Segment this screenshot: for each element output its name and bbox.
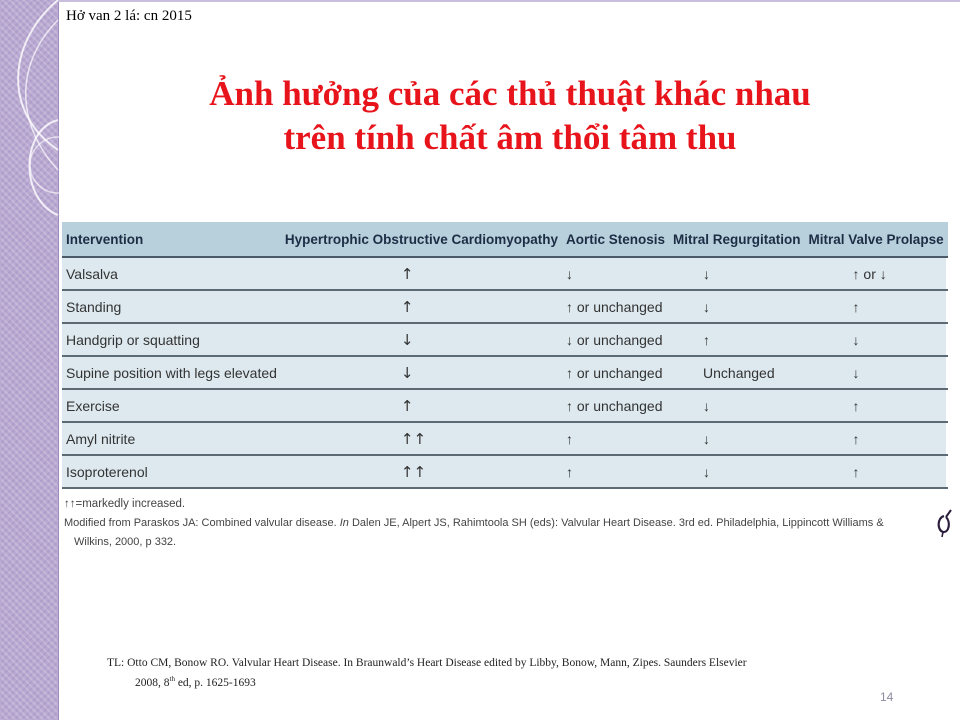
maneuver-table: [62, 222, 948, 489]
cell-intervention: Standing: [62, 290, 281, 323]
table-row: [62, 455, 948, 488]
reference-citation: [107, 655, 907, 691]
title-line-2: trên tính chất âm thổi tâm thu: [283, 118, 737, 157]
table-footnotes: [62, 495, 946, 552]
cell-aortic-stenosis: ↓: [562, 257, 669, 290]
source-text-a: Modified from Paraskos JA: Combined valvular disease.: [64, 517, 340, 529]
source-note-cont: Wilkins, 2000, p 332.: [74, 536, 177, 548]
cell-intervention: Exercise: [62, 389, 281, 422]
cell-intervention: Amyl nitrite: [62, 422, 281, 455]
table-row: [62, 356, 948, 389]
table-row: [62, 257, 948, 290]
reference-pages: ed, p. 1625-1693: [174, 676, 256, 689]
header-intervention: Intervention: [62, 222, 281, 257]
cell-mitral-regurgitation: ↓: [669, 257, 805, 290]
cell-mitral-valve-prolapse: ↓: [805, 323, 948, 356]
cell-hocm: ↑: [281, 257, 562, 290]
cell-aortic-stenosis: ↑ or unchanged: [562, 356, 669, 389]
header-mitral-regurgitation: Mitral Regurgitation: [669, 222, 805, 257]
source-note: [64, 514, 946, 533]
reference-line-1: TL: Otto CM, Bonow RO. Valvular Heart Disease. In Braunwald’s Heart Disease edited by Libby, Bonow, Mann, Zipes. Saunders Elsevier: [107, 657, 747, 669]
table-row: [62, 422, 948, 455]
reference-year: 2008, 8: [135, 676, 170, 689]
cell-mitral-valve-prolapse: ↑: [805, 389, 948, 422]
cell-hocm: ↑: [281, 389, 562, 422]
header-hocm: Hypertrophic Obstructive Cardiomyopathy: [281, 222, 562, 257]
table-row: [62, 290, 948, 323]
cell-mitral-valve-prolapse: ↓: [805, 356, 948, 389]
cell-mitral-regurgitation: ↓: [669, 422, 805, 455]
table-header-row: [62, 222, 948, 257]
cell-mitral-valve-prolapse: ↑ or ↓: [805, 257, 948, 290]
cell-mitral-valve-prolapse: ↑: [805, 422, 948, 455]
cell-intervention: Supine position with legs elevated: [62, 356, 281, 389]
table-row: [62, 323, 948, 356]
reference-line-2: [107, 671, 907, 691]
cell-intervention: Valsalva: [62, 257, 281, 290]
cell-mitral-regurgitation: ↓: [669, 389, 805, 422]
arrow-legend: ↑↑=markedly increased.: [64, 498, 186, 510]
cell-aortic-stenosis: ↑: [562, 422, 669, 455]
cell-aortic-stenosis: ↑: [562, 455, 669, 488]
cell-hocm: ↑↑: [281, 422, 562, 455]
cell-hocm: ↓: [281, 356, 562, 389]
cell-hocm: ↓: [281, 323, 562, 356]
source-in: In: [339, 517, 349, 529]
publisher-logo-icon: [934, 508, 954, 538]
cell-hocm: ↑: [281, 290, 562, 323]
title-line-1: Ảnh hưởng của các thủ thuật khác nhau: [209, 74, 811, 113]
cell-aortic-stenosis: ↓ or unchanged: [562, 323, 669, 356]
cell-intervention: Isoproterenol: [62, 455, 281, 488]
cell-mitral-regurgitation: ↑: [669, 323, 805, 356]
maneuver-table-figure: [62, 222, 946, 552]
cell-intervention: Handgrip or squatting: [62, 323, 281, 356]
course-label: Hở van 2 lá: cn 2015: [66, 8, 192, 24]
header-rule: [58, 0, 960, 2]
source-text-b: Dalen JE, Alpert JS, Rahimtoola SH (eds): Valvular Heart Disease. 3rd ed. Philadelphia, Lippincott Williams &: [348, 517, 884, 529]
cell-aortic-stenosis: ↑ or unchanged: [562, 290, 669, 323]
header-aortic-stenosis: Aortic Stenosis: [562, 222, 669, 257]
cell-hocm: ↑↑: [281, 455, 562, 488]
page-number: 14: [880, 690, 894, 704]
slide-title: [60, 72, 960, 160]
cell-aortic-stenosis: ↑ or unchanged: [562, 389, 669, 422]
reference-edition-sup: th: [169, 675, 175, 683]
cell-mitral-regurgitation: Unchanged: [669, 356, 805, 389]
cell-mitral-regurgitation: ↓: [669, 290, 805, 323]
cell-mitral-valve-prolapse: ↑: [805, 290, 948, 323]
cell-mitral-valve-prolapse: ↑: [805, 455, 948, 488]
cell-mitral-regurgitation: ↓: [669, 455, 805, 488]
table-row: [62, 389, 948, 422]
header-mitral-valve-prolapse: Mitral Valve Prolapse: [805, 222, 948, 257]
table-container: [62, 222, 946, 489]
